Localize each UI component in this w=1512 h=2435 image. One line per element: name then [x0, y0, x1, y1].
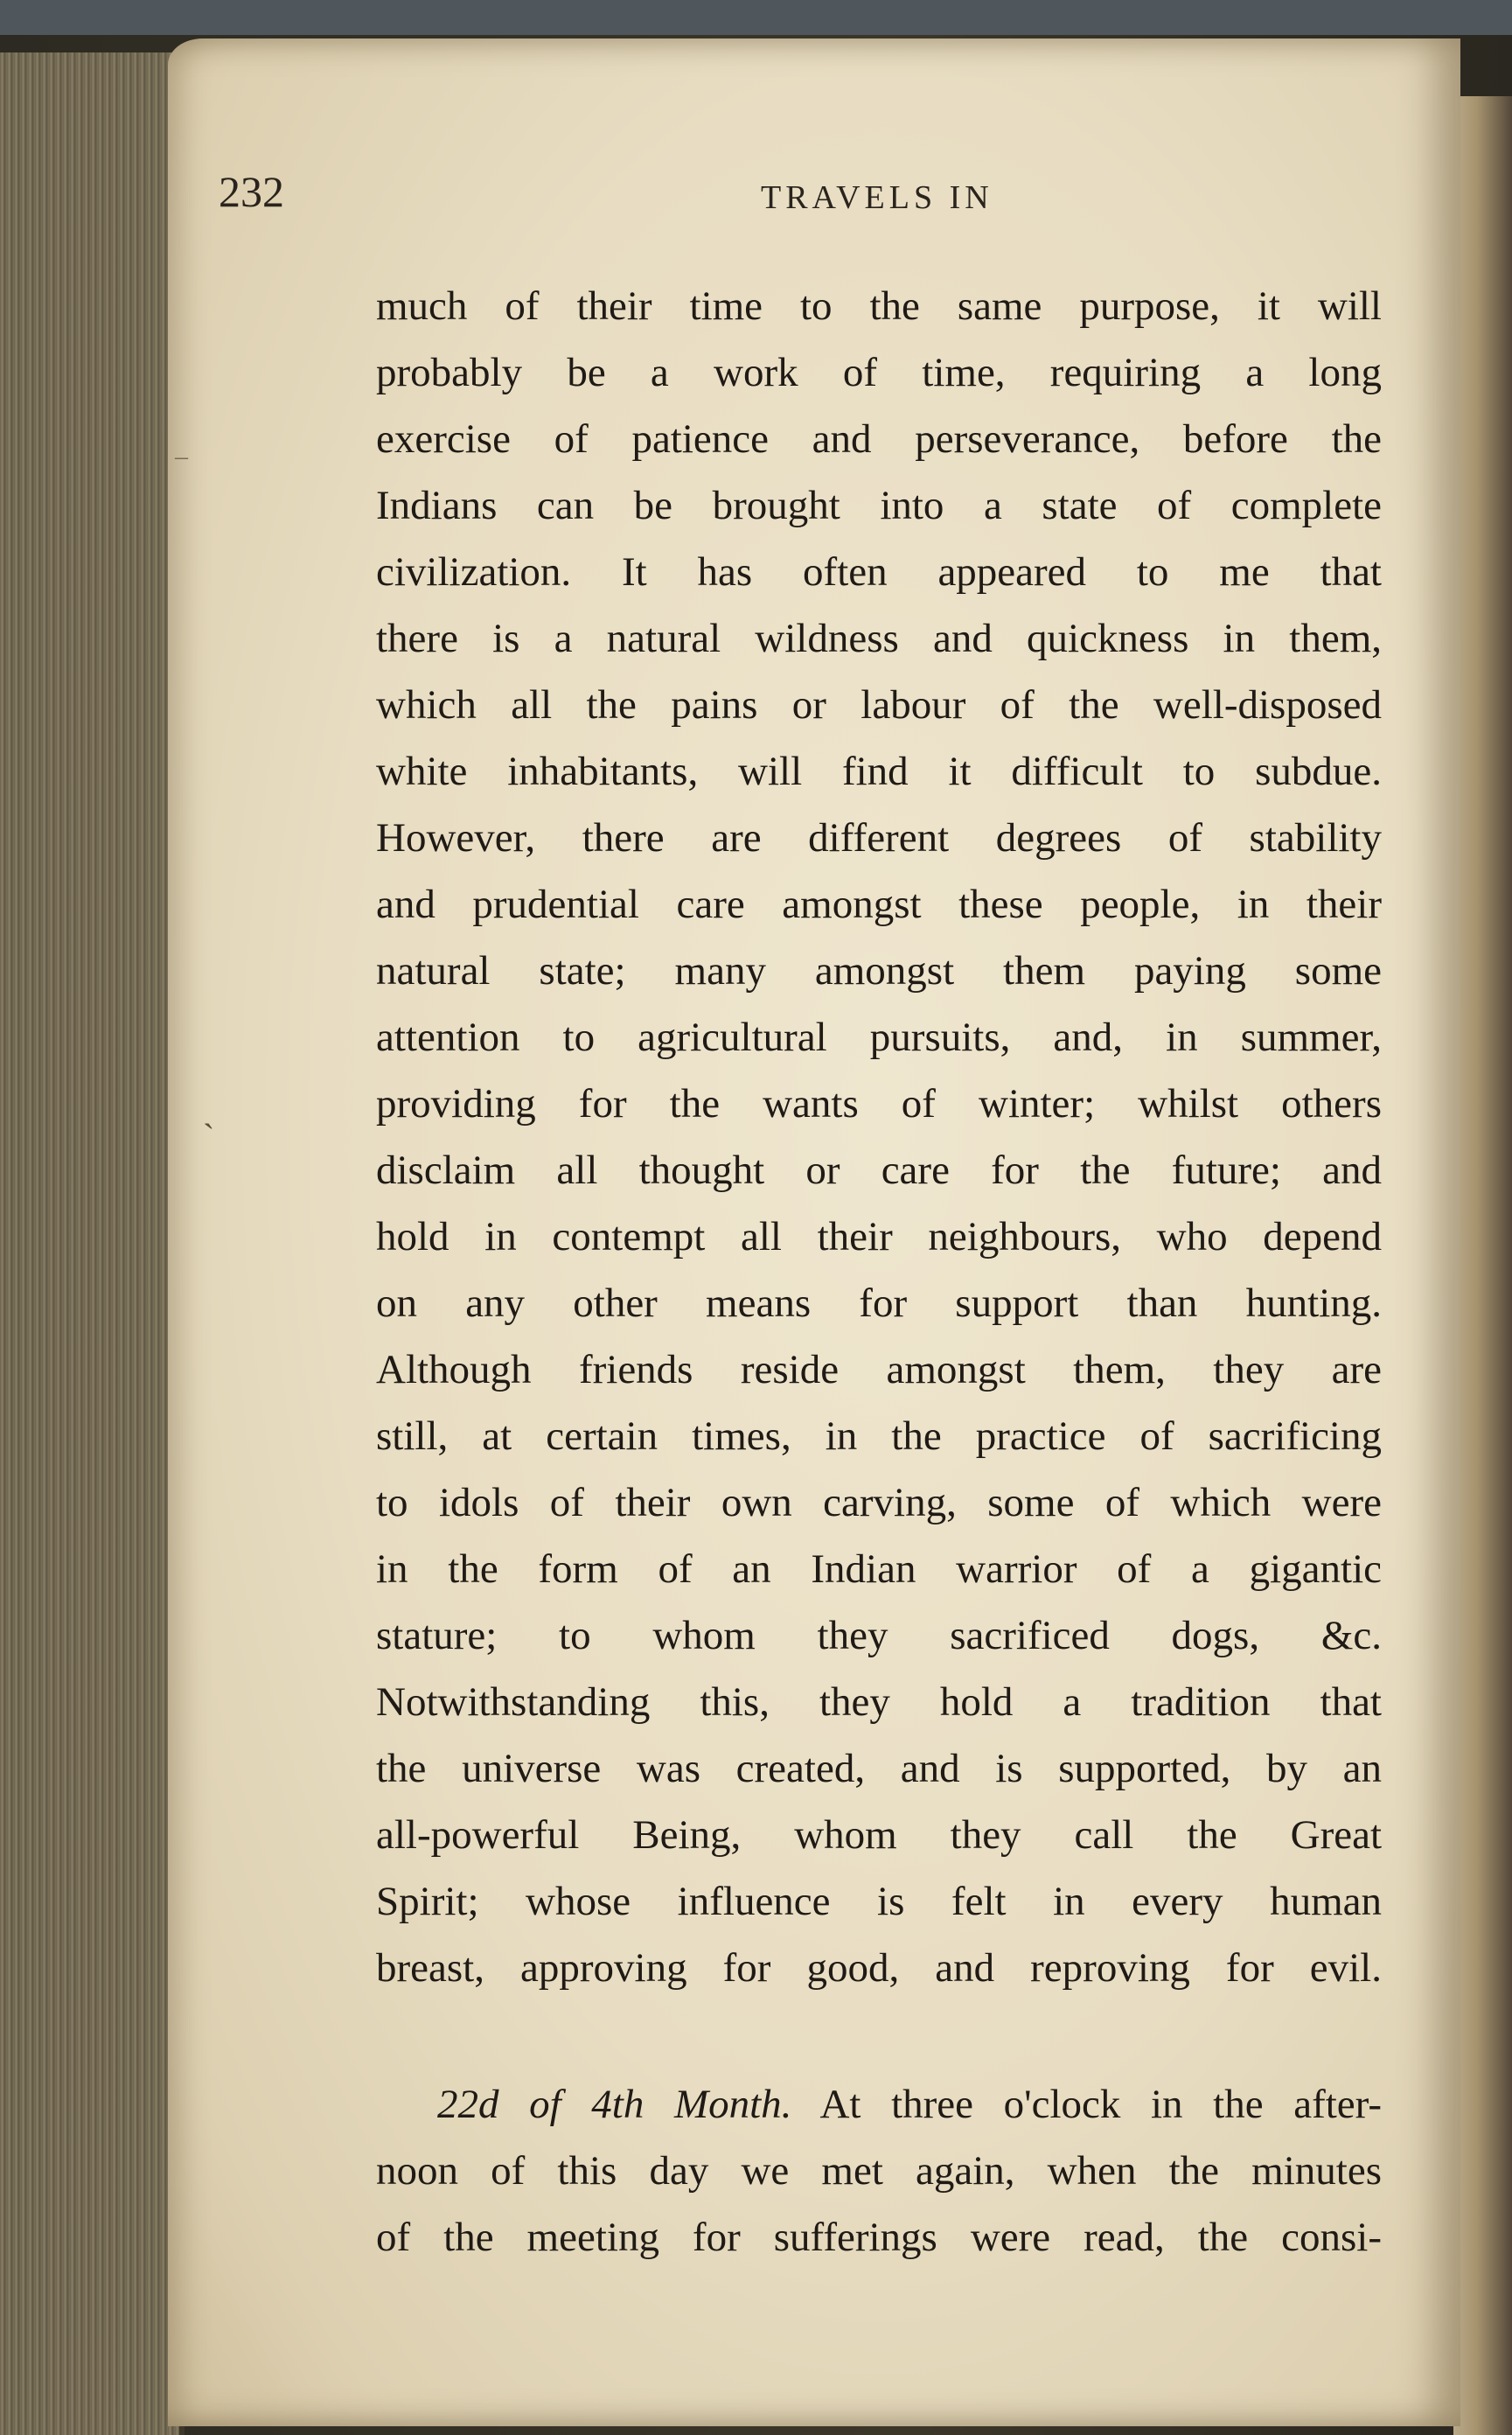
text-line: which all the pains or labour of the well-disposed — [376, 682, 1382, 728]
page-edges — [0, 52, 185, 2435]
text-line: all-powerful Being, whom they call the Great — [376, 1812, 1382, 1858]
running-head: TRAVELS IN — [761, 179, 993, 216]
page-number: 232 — [219, 167, 284, 216]
text-line: civilization. It has often appeared to me that — [376, 549, 1382, 595]
text-line: in the form of an Indian warrior of a gigantic — [376, 1546, 1382, 1592]
dateline: 22d of 4th Month. — [437, 2082, 792, 2127]
paragraph — [376, 2071, 1382, 2271]
margin-tick: ˏ — [203, 1090, 215, 1129]
text-line: exercise of patience and perseverance, before the — [376, 416, 1382, 462]
body-text — [376, 273, 1382, 2271]
margin-tick: – — [175, 442, 188, 471]
text-line: much of their time to the same purpose, it will — [376, 283, 1382, 329]
text-run: At three o'clock in the after- — [819, 2082, 1382, 2127]
text-line: breast, approving for good, and reproving for evil. — [376, 1945, 1382, 1991]
text-line — [376, 2071, 1382, 2138]
text-line: to idols of their own carving, some of which were — [376, 1480, 1382, 1525]
text-line: Spirit; whose influence is felt in every human — [376, 1879, 1382, 1924]
page-header — [219, 166, 1373, 236]
text-line: and prudential care amongst these people, in their — [376, 882, 1382, 927]
text-line: probably be a work of time, requiring a long — [376, 350, 1382, 395]
text-line: attention to agricultural pursuits, and, in summer, — [376, 1015, 1382, 1060]
text-line: disclaim all thought or care for the future; and — [376, 1148, 1382, 1193]
text-line: on any other means for support than hunting. — [376, 1280, 1382, 1326]
text-line: white inhabitants, will find it difficult to subdue. — [376, 749, 1382, 794]
text-line: still, at certain times, in the practice of sacrificing — [376, 1413, 1382, 1459]
text-line: the universe was created, and is supported, by an — [376, 1746, 1382, 1791]
text-line: Although friends reside amongst them, they are — [376, 1347, 1382, 1392]
text-line: However, there are different degrees of stability — [376, 815, 1382, 861]
text-line: providing for the wants of winter; whilst others — [376, 1081, 1382, 1127]
text-line: noon of this day we met again, when the minutes — [376, 2148, 1382, 2194]
text-line: stature; to whom they sacrificed dogs, &c. — [376, 1613, 1382, 1658]
facing-page-edge — [1453, 96, 1512, 2435]
text-line: Indians can be brought into a state of complete — [376, 483, 1382, 528]
text-line: Notwithstanding this, they hold a tradition that — [376, 1679, 1382, 1725]
text-line: there is a natural wildness and quickness in them, — [376, 616, 1382, 661]
text-line: hold in contempt all their neighbours, who depend — [376, 1214, 1382, 1259]
paragraph-gap — [376, 2001, 1382, 2071]
text-line: natural state; many amongst them paying some — [376, 948, 1382, 994]
paragraph — [376, 273, 1382, 2001]
text-line: of the meeting for sufferings were read, the consi- — [376, 2215, 1382, 2260]
